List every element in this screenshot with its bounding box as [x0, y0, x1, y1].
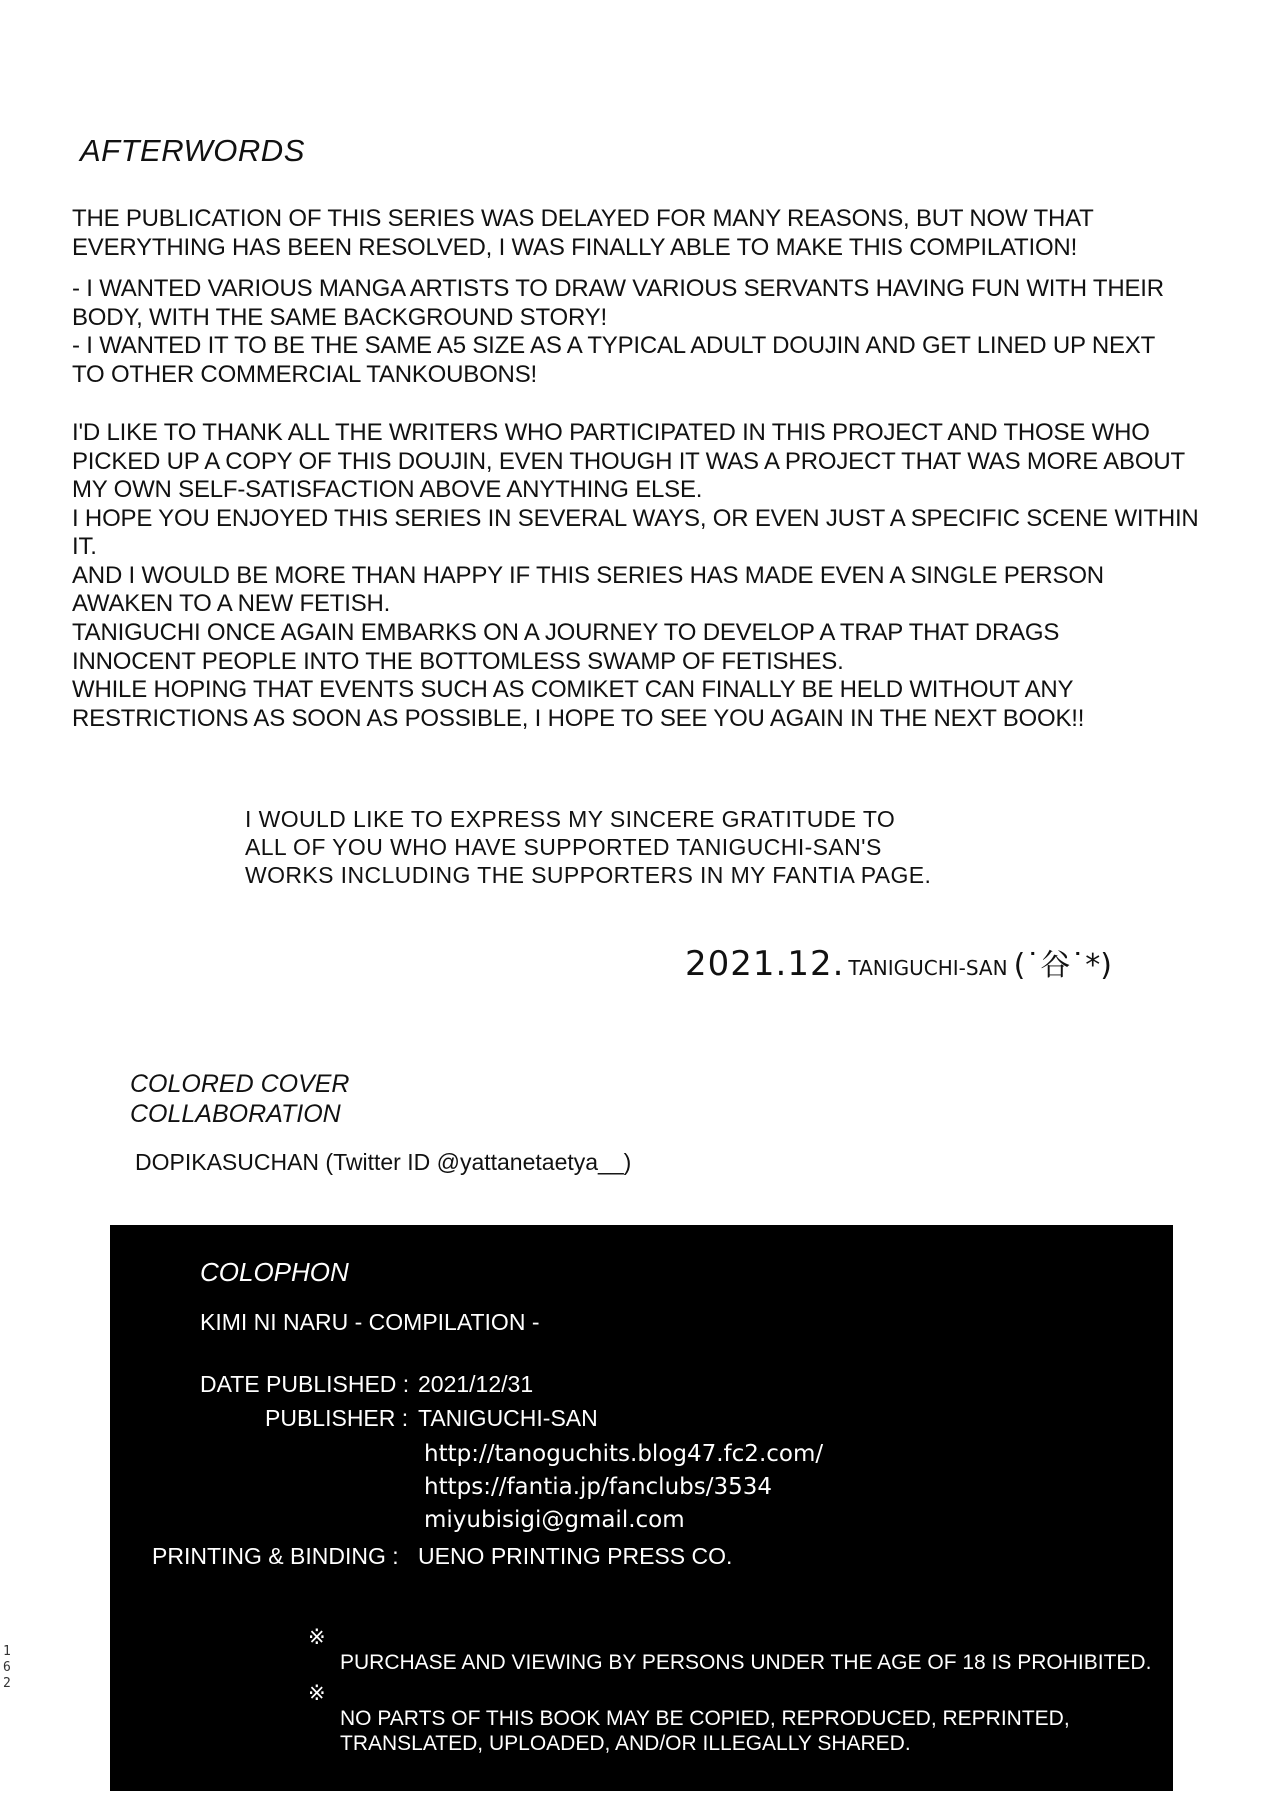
copy-notice — [308, 1681, 1151, 1756]
colophon-work-title: KIMI NI NARU - COMPILATION - — [200, 1309, 540, 1335]
afterwords-paragraph-1: THE PUBLICATION OF THIS SERIES WAS DELAYED FOR MANY REASONS, BUT NOW THAT EVERYTHING HAS BEEN RESOLVED, I WAS FINALLY ABLE TO MAKE THIS COMPILATION! — [72, 205, 1094, 261]
reference-mark-icon: ※ — [308, 1625, 326, 1649]
date-published-row — [200, 1371, 533, 1398]
page-number-digit: 1 — [3, 1644, 11, 1659]
colophon-title: COLOPHON — [200, 1257, 349, 1287]
colophon-box — [110, 1225, 1173, 1791]
printing-value: UENO PRINTING PRESS CO. — [418, 1543, 733, 1569]
page-number — [3, 1644, 15, 1692]
cover-artist-credit: DOPIKASUCHAN (Twitter ID @yattanetaetya__) — [135, 1149, 632, 1175]
page-number-digit: 2 — [3, 1676, 11, 1691]
date-published-value: 2021/12/31 — [418, 1371, 534, 1397]
publisher-links — [424, 1438, 823, 1537]
signature-name: TANIGUCHI-SAN — [848, 956, 1008, 980]
signature-face: (˙谷˙*) — [1013, 948, 1112, 983]
afterwords-paragraph-4: TANIGUCHI ONCE AGAIN EMBARKS ON A JOURNEY TO DEVELOP A TRAP THAT DRAGS INNOCENT PEOPLE INTO THE BOTTOMLESS SWAMP OF FETISHES. WHILE HOPING THAT EVENTS SUCH AS COMIKET CAN FINALLY BE HELD WITHOUT ANY RESTRICTIONS AS SOON AS POSSIBLE, I HOPE TO SEE YOU AGAIN IN THE NEXT BOOK!! — [72, 619, 1085, 732]
date-published-label: DATE PUBLISHED : — [200, 1371, 410, 1397]
cover-collaboration-heading: COLORED COVER COLLABORATION — [130, 1070, 350, 1128]
reference-mark-icon: ※ — [308, 1681, 326, 1705]
publisher-label: PUBLISHER : — [265, 1405, 409, 1431]
gratitude-message: I WOULD LIKE TO EXPRESS MY SINCERE GRATITUDE TO ALL OF YOU WHO HAVE SUPPORTED TANIGUCHI-SAN'S WORKS INCLUDING THE SUPPORTERS IN MY FANTIA PAGE. — [245, 806, 932, 888]
fantia-url: https://fantia.jp/fanclubs/3534 — [424, 1474, 773, 1500]
author-signature — [685, 940, 1112, 984]
age-notice — [308, 1625, 1151, 1675]
publisher-row — [265, 1405, 598, 1432]
afterwords-title: AFTERWORDS — [80, 133, 305, 168]
contact-email: miyubisigi@gmail.com — [424, 1507, 685, 1533]
afterwords-paragraph-3: I'D LIKE TO THANK ALL THE WRITERS WHO PARTICIPATED IN THIS PROJECT AND THOSE WHO PICKED UP A COPY OF THIS DOUJIN, EVEN THOUGH IT WAS A PROJECT THAT WAS MORE ABOUT MY OWN SELF-SATISFACTION ABOVE ANYTHING ELSE. I HOPE YOU ENJOYED THIS SERIES IN SEVERAL WAYS, OR EVEN JUST A SPECIFIC SCENE WITHIN IT. AND I WOULD BE MORE THAN HAPPY IF THIS SERIES HAS MADE EVEN A SINGLE PERSON AWAKEN TO A NEW FETISH. — [72, 419, 1199, 617]
printing-label: PRINTING & BINDING : — [152, 1543, 399, 1569]
page-number-digit: 6 — [3, 1660, 11, 1675]
blog-url: http://tanoguchits.blog47.fc2.com/ — [424, 1441, 824, 1467]
legal-notices — [308, 1625, 1151, 1762]
printing-row — [152, 1543, 732, 1570]
signature-date: 2021.12. — [685, 944, 845, 984]
afterwords-paragraph-2: - I WANTED VARIOUS MANGA ARTISTS TO DRAW VARIOUS SERVANTS HAVING FUN WITH THEIR BODY, WITH THE SAME BACKGROUND STORY! - I WANTED IT TO BE THE SAME A5 SIZE AS A TYPICAL ADULT DOUJIN AND GET LINED UP NEXT TO OTHER COMMERCIAL TANKOUBONS! — [72, 275, 1164, 388]
copy-notice-text: NO PARTS OF THIS BOOK MAY BE COPIED, REPRODUCED, REPRINTED, TRANSLATED, UPLOADED, AND/OR ILLEGALLY SHARED. — [340, 1707, 1070, 1755]
publisher-value: TANIGUCHI-SAN — [418, 1405, 598, 1431]
age-notice-text: PURCHASE AND VIEWING BY PERSONS UNDER THE AGE OF 18 IS PROHIBITED. — [340, 1651, 1152, 1674]
